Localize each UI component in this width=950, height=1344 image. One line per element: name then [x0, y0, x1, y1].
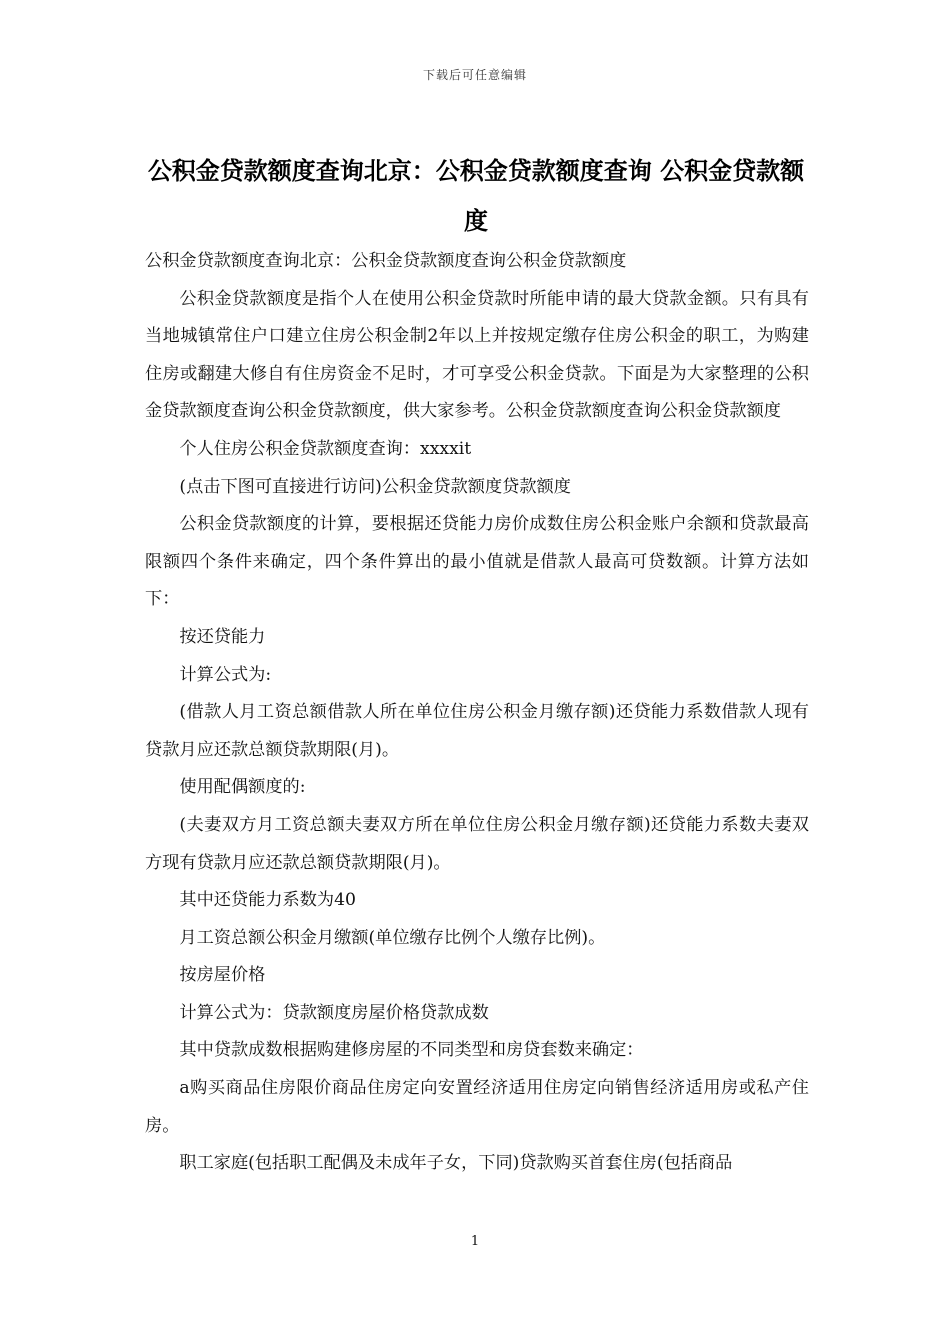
paragraph: (借款人月工资总额借款人所在单位住房公积金月缴存额)还贷能力系数借款人现有贷款月应还款总额贷款期限(月)。 [145, 702, 809, 760]
paragraph: 职工家庭(包括职工配偶及未成年子女，下同)贷款购买首套住房(包括商品 [179, 1153, 733, 1174]
page-number: 1 [470, 1234, 480, 1249]
document-title: 公积金贷款额度查询北京：公积金贷款额度查询 公积金贷款额度 [147, 157, 805, 235]
paragraph: (点击下图可直接进行访问)公积金贷款额度贷款额度 [179, 476, 571, 497]
paragraph: 其中贷款成数根据购建修房屋的不同类型和房贷套数来确定： [179, 1040, 644, 1061]
paragraph: 其中还贷能力系数为40 [179, 890, 356, 911]
paragraph: (夫妻双方月工资总额夫妻双方所在单位住房公积金月缴存额)还贷能力系数夫妻双方现有贷款月应还款总额贷款期限(月)。 [145, 814, 809, 873]
paragraph: 公积金贷款额度的计算，要根据还贷能力房价成数住房公积金账户余额和贷款最高限额四个条件来确定，四个条件算出的最小值就是借款人最高可贷数额。计算方法如下： [145, 514, 809, 610]
page-header-note: 下载后可任意编辑 [422, 68, 527, 82]
paragraph: 计算公式为: [179, 664, 272, 685]
paragraph: 按房屋价格 [179, 965, 266, 986]
paragraph: 公积金贷款额度是指个人在使用公积金贷款时所能申请的最大贷款金额。只有具有当地城镇常住户口建立住房公积金制2年以上并按规定缴存住房公积金的职工，为购建住房或翻建大修自有住房资金不足时，才可享受公积金贷款。下面是为大家整理的公积金贷款额度查询公积金贷款额度，供大家参考。公积金贷款额度查询公积金贷款额度 [145, 288, 809, 422]
paragraph: 月工资总额公积金月缴额(单位缴存比例个人缴存比例)。 [179, 927, 606, 948]
paragraph: 使用配偶额度的: [179, 777, 306, 798]
paragraph: a购买商品住房限价商品住房定向安置经济适用住房定向销售经济适用房或私产住房。 [145, 1078, 809, 1136]
paragraph: 按还贷能力 [179, 626, 266, 647]
paragraph: 个人住房公积金贷款额度查询：xxxxit [179, 438, 472, 459]
paragraph: 计算公式为：贷款额度房屋价格贷款成数 [179, 1002, 489, 1023]
document-body [145, 243, 809, 1183]
paragraph: 公积金贷款额度查询北京：公积金贷款额度查询公积金贷款额度 [145, 251, 627, 271]
